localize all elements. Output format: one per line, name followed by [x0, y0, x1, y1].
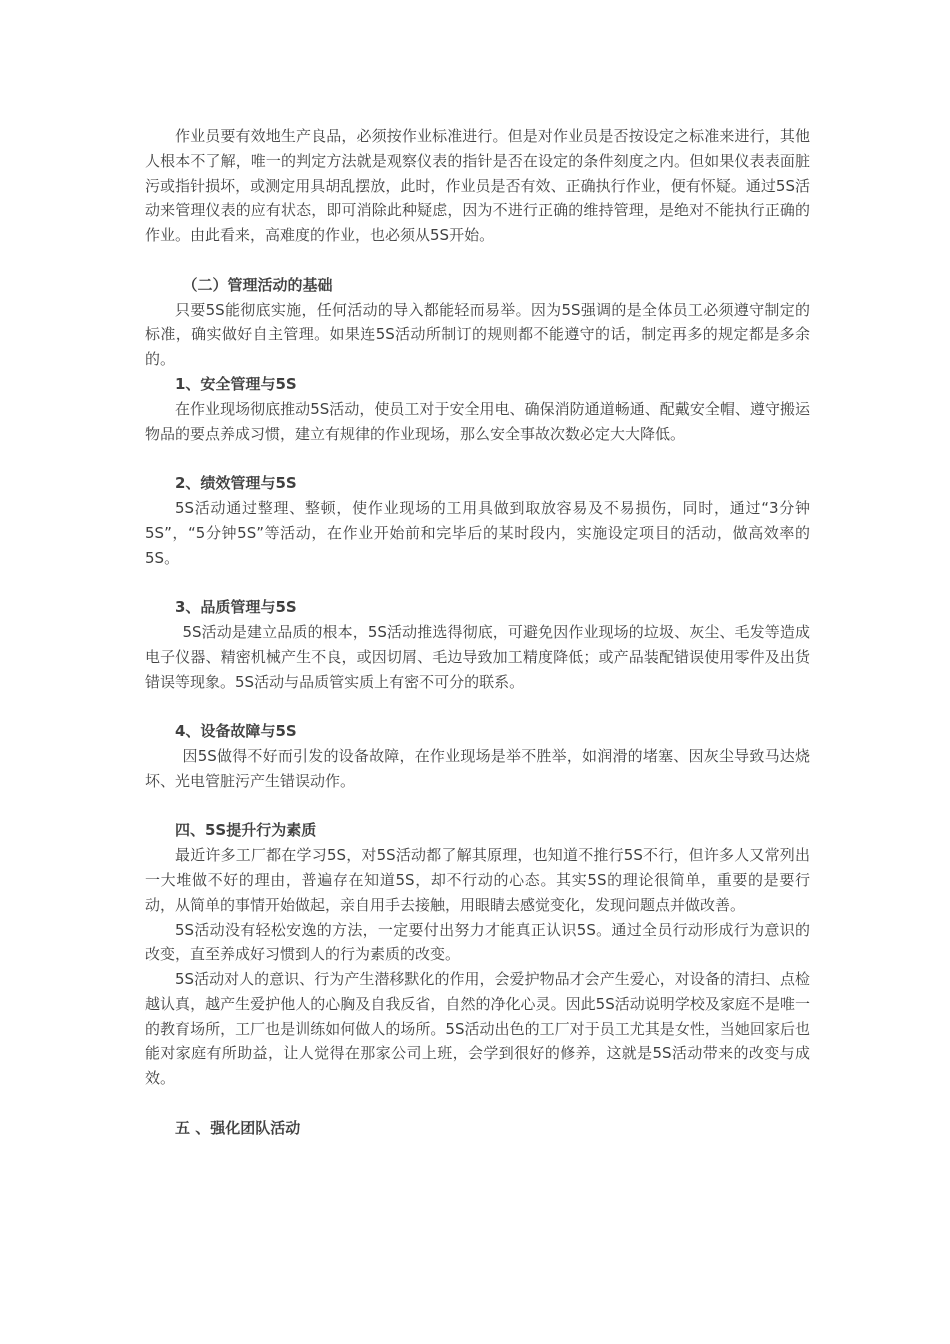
section4-paragraph-3: 5S活动对人的意识、行为产生潜移默化的作用，会爱护物品才会产生爱心，对设备的清扫、点检越认真，越产生爱护他人的心胸及自我反省，自然的净化心灵。因此5S活动说明学校及家庭不是唯一的教育场所，工厂也是训练如何做人的场所。5S活动出色的工厂对于员工尤其是女性，当她回家后也能对家庭有所助益，让人觉得在那家公司上班，会学到很好的修养，这就是5S活动带来的改变与成效。	[145, 970, 810, 1088]
section2-heading: （二）管理活动的基础	[182, 275, 333, 294]
section2-paragraph: 只要5S能彻底实施，任何活动的导入都能轻而易举。因为5S强调的是全体员工必须遵守制定的标准，确实做好自主管理。如果连5S活动所制订的规则都不能遵守的话，制定再多的规定都是多余的。	[145, 300, 810, 369]
spacer	[145, 570, 810, 595]
document-page	[145, 124, 810, 1141]
item4-heading: 4、设备故障与5S	[175, 722, 297, 741]
spacer	[145, 1091, 810, 1116]
item2-heading: 2、绩效管理与5S	[175, 474, 297, 493]
item3-heading: 3、品质管理与5S	[175, 598, 297, 617]
item2-paragraph: 5S活动通过整理、整顿，使作业现场的工用具做到取放容易及不易损伤，同时，通过“3分钟5S”，“5分钟5S”等活动，在作业开始前和完毕后的某时段内，实施设定项目的活动，做高效率的5S。	[145, 498, 810, 567]
section4-paragraph-2: 5S活动没有轻松安逸的方法，一定要付出努力才能真正认识5S。通过全员行动形成行为意识的改变，直至养成好习惯到人的行为素质的改变。	[145, 920, 810, 964]
spacer	[145, 694, 810, 719]
item3-paragraph: 5S活动是建立品质的根本，5S活动推选得彻底，可避免因作业现场的垃圾、灰尘、毛发等造成电子仪器、精密机械产生不良，或因切屑、毛边导致加工精度降低；或产品装配错误使用零件及出货错误等现象。5S活动与品质管实质上有密不可分的联系。	[145, 622, 810, 691]
section4-paragraph-1: 最近许多工厂都在学习5S，对5S活动都了解其原理，也知道不推行5S不行，但许多人又常列出一大堆做不好的理由，普遍存在知道5S，却不行动的心态。其实5S的理论很简单，重要的是要行动，从简单的事情开始做起，亲自用手去接触，用眼睛去感觉变化，发现问题点并做改善。	[145, 846, 810, 914]
spacer	[145, 248, 810, 273]
spacer	[145, 446, 810, 471]
item4-paragraph: 因5S做得不好而引发的设备故障，在作业现场是举不胜举，如润滑的堵塞、因灰尘导致马达烧坏、光电管脏污产生错误动作。	[145, 746, 810, 790]
intro-paragraph: 作业员要有效地生产良品，必须按作业标准进行。但是对作业员是否按设定之标准来进行，其他人根本不了解，唯一的判定方法就是观察仪表的指针是否在设定的条件刻度之内。但如果仪表表面脏污或指针损坏，或测定用具胡乱摆放，此时，作业员是否有效、正确执行作业，便有怀疑。通过5S活动来管理仪表的应有状态，即可消除此种疑虑，因为不进行正确的维持管理，是绝对不能执行正确的作业。由此看来，高难度的作业，也必须从5S开始。	[145, 127, 810, 245]
section5-heading: 五 、强化团队活动	[175, 1118, 301, 1137]
item1-paragraph: 在作业现场彻底推动5S活动，使员工对于安全用电、确保消防通道畅通、配戴安全帽、遵守搬运物品的要点养成习惯，建立有规律的作业现场，那么安全事故次数必定大大降低。	[145, 399, 810, 443]
spacer	[145, 794, 810, 819]
item1-heading: 1、安全管理与5S	[175, 374, 297, 393]
section4-heading: 四、5S提升行为素质	[175, 821, 317, 840]
